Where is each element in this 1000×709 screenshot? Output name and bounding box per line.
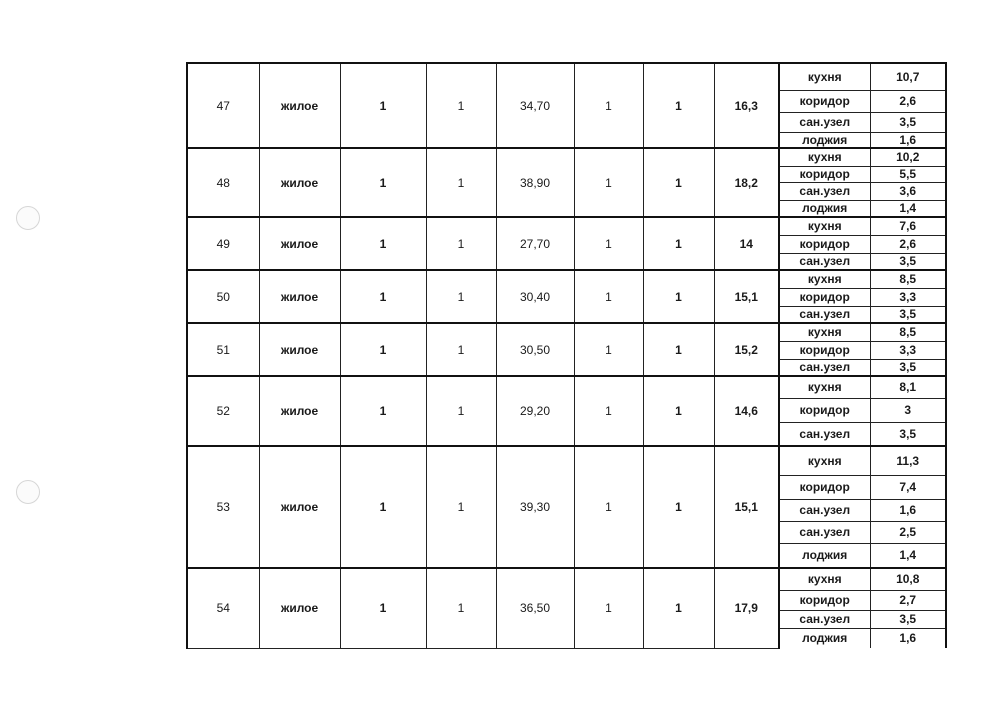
apt-number: 50 xyxy=(187,270,259,323)
apt-col3: 1 xyxy=(340,270,426,323)
apt-col6: 1 xyxy=(574,568,643,648)
apt-col4: 1 xyxy=(426,568,496,648)
apt-number: 48 xyxy=(187,148,259,217)
room-name: кухня xyxy=(779,446,870,475)
room-name: лоджия xyxy=(779,543,870,568)
apt-col7: 1 xyxy=(643,446,714,568)
apt-col7: 1 xyxy=(643,568,714,648)
apt-col4: 1 xyxy=(426,323,496,376)
room-name: сан.узел xyxy=(779,499,870,521)
room-area: 3,5 xyxy=(870,306,946,323)
apt-type: жилое xyxy=(259,63,340,148)
apt-col4: 1 xyxy=(426,446,496,568)
apt-col3: 1 xyxy=(340,217,426,270)
apt-col6: 1 xyxy=(574,270,643,323)
apt-col3: 1 xyxy=(340,376,426,446)
apt-number: 54 xyxy=(187,568,259,648)
apt-col7: 1 xyxy=(643,376,714,446)
apt-living-area: 15,2 xyxy=(714,323,779,376)
room-name: сан.узел xyxy=(779,112,870,132)
apt-col4: 1 xyxy=(426,217,496,270)
apt-living-area: 14,6 xyxy=(714,376,779,446)
apt-total-area: 36,50 xyxy=(496,568,574,648)
apt-col7: 1 xyxy=(643,63,714,148)
table-row xyxy=(187,270,946,288)
room-area: 3 xyxy=(870,398,946,422)
room-name: лоджия xyxy=(779,132,870,148)
apt-col4: 1 xyxy=(426,376,496,446)
apt-col6: 1 xyxy=(574,148,643,217)
apt-col6: 1 xyxy=(574,217,643,270)
apt-total-area: 34,70 xyxy=(496,63,574,148)
room-area: 3,5 xyxy=(870,359,946,376)
room-area: 5,5 xyxy=(870,166,946,182)
room-area: 10,8 xyxy=(870,568,946,590)
room-name: лоджия xyxy=(779,200,870,217)
apt-type: жилое xyxy=(259,446,340,568)
table-row xyxy=(187,446,946,475)
room-name: коридор xyxy=(779,235,870,253)
room-area: 2,7 xyxy=(870,590,946,610)
room-area: 8,5 xyxy=(870,323,946,341)
apt-col4: 1 xyxy=(426,148,496,217)
room-area: 3,3 xyxy=(870,288,946,306)
room-name: кухня xyxy=(779,217,870,235)
apt-type: жилое xyxy=(259,148,340,217)
room-name: лоджия xyxy=(779,628,870,648)
apt-total-area: 38,90 xyxy=(496,148,574,217)
apt-total-area: 29,20 xyxy=(496,376,574,446)
room-name: сан.узел xyxy=(779,306,870,323)
room-area: 2,6 xyxy=(870,235,946,253)
room-name: сан.узел xyxy=(779,359,870,376)
apt-living-area: 17,9 xyxy=(714,568,779,648)
room-name: кухня xyxy=(779,323,870,341)
apt-total-area: 30,50 xyxy=(496,323,574,376)
room-name: коридор xyxy=(779,90,870,112)
room-area: 2,5 xyxy=(870,521,946,543)
apt-col7: 1 xyxy=(643,323,714,376)
apt-col6: 1 xyxy=(574,376,643,446)
room-area: 3,3 xyxy=(870,341,946,359)
apt-col6: 1 xyxy=(574,63,643,148)
room-name: кухня xyxy=(779,63,870,90)
room-area: 3,6 xyxy=(870,182,946,200)
room-area: 1,6 xyxy=(870,499,946,521)
apt-number: 49 xyxy=(187,217,259,270)
table-row xyxy=(187,323,946,341)
room-area: 7,4 xyxy=(870,475,946,499)
table-row xyxy=(187,376,946,398)
apt-living-area: 18,2 xyxy=(714,148,779,217)
apt-living-area: 14 xyxy=(714,217,779,270)
apt-col7: 1 xyxy=(643,270,714,323)
apt-col3: 1 xyxy=(340,148,426,217)
apt-living-area: 16,3 xyxy=(714,63,779,148)
room-area: 3,5 xyxy=(870,422,946,446)
apt-total-area: 27,70 xyxy=(496,217,574,270)
room-name: кухня xyxy=(779,148,870,166)
table-row xyxy=(187,568,946,590)
room-area: 10,7 xyxy=(870,63,946,90)
room-area: 7,6 xyxy=(870,217,946,235)
room-name: коридор xyxy=(779,475,870,499)
apt-living-area: 15,1 xyxy=(714,446,779,568)
punch-hole-bottom xyxy=(16,480,40,504)
table-row xyxy=(187,63,946,90)
apt-col4: 1 xyxy=(426,63,496,148)
apt-col3: 1 xyxy=(340,63,426,148)
apt-type: жилое xyxy=(259,376,340,446)
room-area: 8,1 xyxy=(870,376,946,398)
room-area: 2,6 xyxy=(870,90,946,112)
apt-living-area: 15,1 xyxy=(714,270,779,323)
room-name: сан.узел xyxy=(779,182,870,200)
apt-number: 52 xyxy=(187,376,259,446)
room-name: сан.узел xyxy=(779,610,870,628)
punch-hole-top xyxy=(16,206,40,230)
room-area: 8,5 xyxy=(870,270,946,288)
apt-type: жилое xyxy=(259,323,340,376)
apt-number: 53 xyxy=(187,446,259,568)
room-area: 10,2 xyxy=(870,148,946,166)
apt-col3: 1 xyxy=(340,568,426,648)
room-area: 3,5 xyxy=(870,112,946,132)
room-name: кухня xyxy=(779,270,870,288)
room-name: коридор xyxy=(779,166,870,182)
room-name: кухня xyxy=(779,568,870,590)
apt-type: жилое xyxy=(259,568,340,648)
apt-col4: 1 xyxy=(426,270,496,323)
apt-col6: 1 xyxy=(574,446,643,568)
table-row xyxy=(187,148,946,166)
apt-type: жилое xyxy=(259,270,340,323)
room-name: коридор xyxy=(779,398,870,422)
apt-number: 47 xyxy=(187,63,259,148)
apartment-table xyxy=(186,62,947,649)
apt-col3: 1 xyxy=(340,446,426,568)
room-name: сан.узел xyxy=(779,422,870,446)
room-name: сан.узел xyxy=(779,253,870,270)
room-area: 1,6 xyxy=(870,132,946,148)
table-row xyxy=(187,217,946,235)
apt-total-area: 30,40 xyxy=(496,270,574,323)
apt-col7: 1 xyxy=(643,217,714,270)
apt-col6: 1 xyxy=(574,323,643,376)
room-name: коридор xyxy=(779,590,870,610)
apt-col7: 1 xyxy=(643,148,714,217)
room-name: сан.узел xyxy=(779,521,870,543)
room-area: 11,3 xyxy=(870,446,946,475)
room-area: 1,4 xyxy=(870,543,946,568)
room-area: 3,5 xyxy=(870,253,946,270)
room-area: 1,6 xyxy=(870,628,946,648)
room-name: коридор xyxy=(779,288,870,306)
apt-total-area: 39,30 xyxy=(496,446,574,568)
room-area: 1,4 xyxy=(870,200,946,217)
apt-type: жилое xyxy=(259,217,340,270)
room-name: коридор xyxy=(779,341,870,359)
room-name: кухня xyxy=(779,376,870,398)
apt-col3: 1 xyxy=(340,323,426,376)
room-area: 3,5 xyxy=(870,610,946,628)
apt-number: 51 xyxy=(187,323,259,376)
